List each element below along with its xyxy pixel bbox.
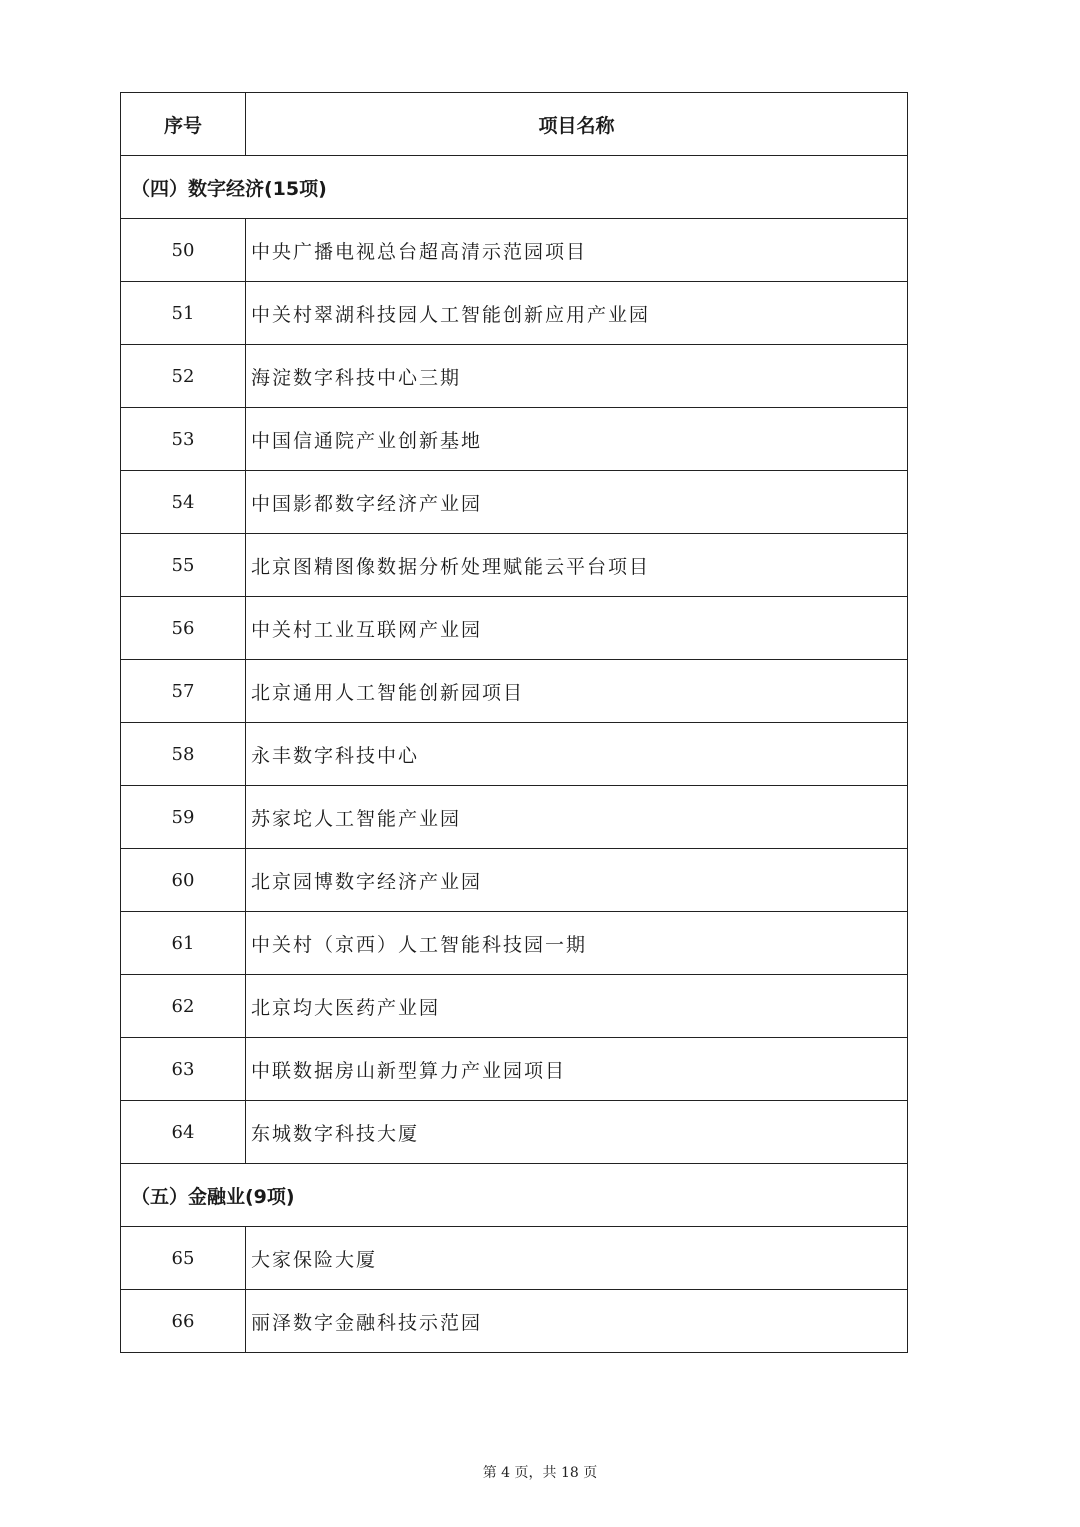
project-name-cell: 东城数字科技大厦 xyxy=(246,1101,908,1164)
project-name-cell: 中关村工业互联网产业园 xyxy=(246,597,908,660)
table-row xyxy=(121,912,908,975)
section-heading: （五）金融业(9项) xyxy=(121,1164,908,1227)
table-row xyxy=(121,597,908,660)
serial-number-cell: 58 xyxy=(121,723,246,786)
serial-number-cell: 60 xyxy=(121,849,246,912)
serial-number-cell: 50 xyxy=(121,219,246,282)
project-name-cell: 海淀数字科技中心三期 xyxy=(246,345,908,408)
table-row xyxy=(121,975,908,1038)
serial-number-cell: 59 xyxy=(121,786,246,849)
table-row xyxy=(121,723,908,786)
serial-number-cell: 63 xyxy=(121,1038,246,1101)
project-name-cell: 苏家坨人工智能产业园 xyxy=(246,786,908,849)
table-row xyxy=(121,534,908,597)
project-name-cell: 永丰数字科技中心 xyxy=(246,723,908,786)
project-name-cell: 大家保险大厦 xyxy=(246,1227,908,1290)
serial-number-cell: 51 xyxy=(121,282,246,345)
table-row xyxy=(121,408,908,471)
table-row xyxy=(121,345,908,408)
table-row xyxy=(121,1227,908,1290)
table-row xyxy=(121,1290,908,1353)
project-name-cell: 中国影都数字经济产业园 xyxy=(246,471,908,534)
section-heading: （四）数字经济(15项) xyxy=(121,156,908,219)
serial-number-cell: 61 xyxy=(121,912,246,975)
project-name-cell: 中央广播电视总台超高清示范园项目 xyxy=(246,219,908,282)
table-header-row xyxy=(121,93,908,156)
section-row xyxy=(121,1164,908,1227)
project-name-cell: 中联数据房山新型算力产业园项目 xyxy=(246,1038,908,1101)
project-name-cell: 中关村翠湖科技园人工智能创新应用产业园 xyxy=(246,282,908,345)
table-row xyxy=(121,849,908,912)
table-row xyxy=(121,1038,908,1101)
serial-number-cell: 66 xyxy=(121,1290,246,1353)
table-row xyxy=(121,660,908,723)
project-name-cell: 北京图精图像数据分析处理赋能云平台项目 xyxy=(246,534,908,597)
serial-number-cell: 53 xyxy=(121,408,246,471)
table-row xyxy=(121,1101,908,1164)
header-serial-number: 序号 xyxy=(121,93,246,156)
project-name-cell: 中关村（京西）人工智能科技园一期 xyxy=(246,912,908,975)
section-row xyxy=(121,156,908,219)
serial-number-cell: 64 xyxy=(121,1101,246,1164)
project-name-cell: 丽泽数字金融科技示范园 xyxy=(246,1290,908,1353)
table-row xyxy=(121,282,908,345)
serial-number-cell: 55 xyxy=(121,534,246,597)
table-body xyxy=(121,156,908,1353)
project-name-cell: 北京通用人工智能创新园项目 xyxy=(246,660,908,723)
table-row xyxy=(121,786,908,849)
serial-number-cell: 57 xyxy=(121,660,246,723)
serial-number-cell: 54 xyxy=(121,471,246,534)
table-row xyxy=(121,219,908,282)
table-row xyxy=(121,471,908,534)
project-name-cell: 中国信通院产业创新基地 xyxy=(246,408,908,471)
serial-number-cell: 56 xyxy=(121,597,246,660)
header-project-name: 项目名称 xyxy=(246,93,908,156)
page-number: 第 4 页，共 18 页 xyxy=(482,1465,598,1481)
serial-number-cell: 62 xyxy=(121,975,246,1038)
project-table xyxy=(120,92,908,1353)
project-name-cell: 北京园博数字经济产业园 xyxy=(246,849,908,912)
project-name-cell: 北京均大医药产业园 xyxy=(246,975,908,1038)
serial-number-cell: 65 xyxy=(121,1227,246,1290)
serial-number-cell: 52 xyxy=(121,345,246,408)
